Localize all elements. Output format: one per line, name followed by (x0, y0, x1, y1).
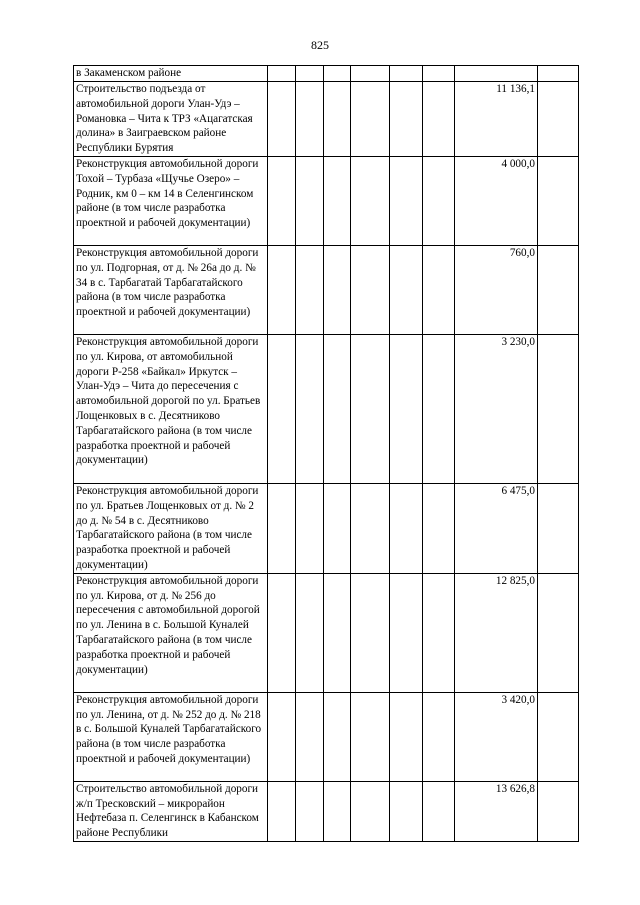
empty-cell (268, 82, 296, 157)
table-row (74, 781, 579, 841)
row-name-cell: Реконструкция автомобильной дороги Тохой – Турбаза «Щучье Озеро» – Родник, км 0 – км 14 в Селенгинском районе (в том числе разработка проектной и рабочей документации) (74, 157, 268, 246)
table-row (74, 484, 579, 574)
page-number: 825 (311, 38, 329, 52)
amount-cell: 3 230,0 (455, 335, 538, 484)
empty-cell (390, 692, 423, 781)
empty-cell (324, 573, 351, 692)
empty-cell (351, 781, 390, 841)
empty-cell (351, 484, 390, 574)
empty-cell (324, 335, 351, 484)
amount-cell: 3 420,0 (455, 692, 538, 781)
row-name-cell: в Закаменском районе (74, 66, 268, 82)
empty-cell (324, 484, 351, 574)
table-row (74, 82, 579, 157)
empty-cell (423, 246, 455, 335)
table-row (74, 692, 579, 781)
empty-cell (390, 781, 423, 841)
empty-cell (268, 692, 296, 781)
amount-cell: 4 000,0 (455, 157, 538, 246)
empty-cell (423, 484, 455, 574)
empty-cell (351, 692, 390, 781)
empty-cell (296, 484, 324, 574)
empty-cell (268, 157, 296, 246)
empty-cell (390, 66, 423, 82)
empty-cell (390, 484, 423, 574)
empty-cell (538, 484, 579, 574)
empty-cell (351, 157, 390, 246)
empty-cell (268, 781, 296, 841)
empty-cell (538, 66, 579, 82)
row-name-cell: Строительство подъезда от автомобильной дороги Улан-Удэ – Романовка – Чита к ТРЗ «Ацагатская долина» в Заиграевском районе Республики Бурятия (74, 82, 268, 157)
empty-cell (296, 781, 324, 841)
empty-cell (324, 781, 351, 841)
amount-cell: 6 475,0 (455, 484, 538, 574)
empty-cell (268, 246, 296, 335)
empty-cell (296, 335, 324, 484)
empty-cell (538, 246, 579, 335)
table-row (74, 335, 579, 484)
empty-cell (268, 484, 296, 574)
amount-cell (455, 66, 538, 82)
empty-cell (390, 573, 423, 692)
empty-cell (538, 573, 579, 692)
empty-cell (268, 335, 296, 484)
row-name-cell: Реконструкция автомобильной дороги по ул. Братьев Лощенковых от д. № 2 до д. № 54 в с. Десятниково Тарбагатайского района (в том числе разработка проектной и рабочей документации) (74, 484, 268, 574)
empty-cell (390, 246, 423, 335)
empty-cell (423, 781, 455, 841)
empty-cell (423, 66, 455, 82)
amount-cell: 11 136,1 (455, 82, 538, 157)
empty-cell (423, 335, 455, 484)
empty-cell (296, 246, 324, 335)
amount-cell: 12 825,0 (455, 573, 538, 692)
empty-cell (324, 692, 351, 781)
empty-cell (351, 335, 390, 484)
empty-cell (538, 781, 579, 841)
empty-cell (351, 573, 390, 692)
empty-cell (268, 573, 296, 692)
row-name-cell: Реконструкция автомобильной дороги по ул. Кирова, от д. № 256 до пересечения с автомобильной дорогой по ул. Ленина в с. Большой Куналей Тарбагатайского района (в том числе разработка проектной и рабочей документации) (74, 573, 268, 692)
empty-cell (538, 692, 579, 781)
empty-cell (538, 82, 579, 157)
table-row (74, 573, 579, 692)
empty-cell (296, 573, 324, 692)
empty-cell (324, 246, 351, 335)
empty-cell (538, 157, 579, 246)
row-name-cell: Реконструкция автомобильной дороги по ул. Ленина, от д. № 252 до д. № 218 в с. Большой Куналей Тарбагатайского района (в том числе разработка проектной и рабочей документации) (74, 692, 268, 781)
empty-cell (268, 66, 296, 82)
empty-cell (390, 335, 423, 484)
empty-cell (390, 157, 423, 246)
empty-cell (351, 66, 390, 82)
row-name-cell: Реконструкция автомобильной дороги по ул. Кирова, от автомобильной дороги Р-258 «Байкал» Иркутск – Улан-Удэ – Чита до пересечения с автомобильной дорогой по ул. Братьев Лощенковых в с. Десятниково Тарбагатайского района (в том числе разработка проектной и рабочей документации) (74, 335, 268, 484)
empty-cell (423, 573, 455, 692)
empty-cell (390, 82, 423, 157)
empty-cell (423, 157, 455, 246)
empty-cell (296, 692, 324, 781)
empty-cell (324, 66, 351, 82)
empty-cell (296, 82, 324, 157)
empty-cell (423, 82, 455, 157)
empty-cell (324, 157, 351, 246)
row-name-cell: Реконструкция автомобильной дороги по ул. Подгорная, от д. № 26а до д. № 34 в с. Тарбагатай Тарбагатайского района (в том числе разработка проектной и рабочей документации) (74, 246, 268, 335)
amount-cell: 13 626,8 (455, 781, 538, 841)
empty-cell (296, 66, 324, 82)
empty-cell (538, 335, 579, 484)
table-row (74, 157, 579, 246)
amount-cell: 760,0 (455, 246, 538, 335)
empty-cell (351, 82, 390, 157)
empty-cell (296, 157, 324, 246)
budget-table (73, 65, 579, 842)
empty-cell (423, 692, 455, 781)
empty-cell (324, 82, 351, 157)
table-row (74, 66, 579, 82)
empty-cell (351, 246, 390, 335)
table-row (74, 246, 579, 335)
row-name-cell: Строительство автомобильной дороги ж/п Тресковский – микрорайон Нефтебаза п. Селенгинск в Кабанском районе Республики (74, 781, 268, 841)
